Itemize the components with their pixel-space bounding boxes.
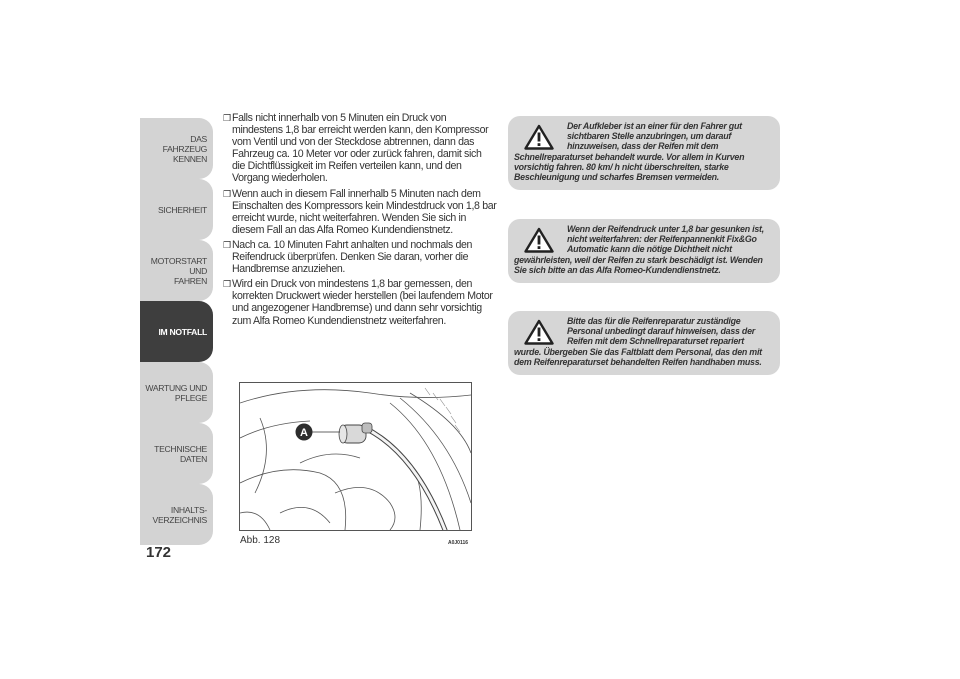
tab-motorstart-und-fahren[interactable] xyxy=(140,240,213,301)
warning-triangle-icon xyxy=(524,227,554,253)
tab-label: IM NOTFALL xyxy=(158,326,207,337)
warning-text: Bitte das für die Reifenreparatur zuständige Personal unbedingt darauf hinweisen, dass der Reifen mit dem Schnellreparaturset repariert wurde. Übergeben Sie das Faltblatt dem Personal, das den mit dem Reifenreparaturset behandelten Reifen handhaben muss. xyxy=(514,316,762,367)
list-item-text: Wenn auch in diesem Fall innerhalb 5 Minuten nach dem Einschalten des Kompressors kein Mindestdruck von 1,8 bar erreicht wurde, nicht weiterfahren. Wenden Sie sich in diesem Fall an das Alfa Romeo Kundendienstnetz. xyxy=(232,187,497,236)
list-item-text: Nach ca. 10 Minuten Fahrt anhalten und nochmals den Reifendruck überprüfen. Denken Sie daran, vorher die Handbremse anzuziehen. xyxy=(232,238,473,276)
tab-sicherheit[interactable] xyxy=(140,179,213,240)
illustration-drawing xyxy=(240,383,471,530)
warning-box xyxy=(508,116,780,190)
checkbox-bullet-icon: ❒ xyxy=(223,188,231,199)
checkbox-bullet-icon: ❒ xyxy=(223,279,231,290)
figure-code: A0J0116 xyxy=(448,540,469,546)
tab-label: SICHERHEIT xyxy=(157,204,207,215)
list-item-text: Falls nicht innerhalb von 5 Minuten ein Druck von mindestens 1,8 bar erreicht werden kann, den Kompressor vom Ventil und von der Steckdose abtrennen, dann das Fahrzeug ca. 10 Meter vor oder zurück fahren, damit sich die Dichtflüssigkeit im Reifen verteilen kann, und den Vorgang wiederholen. xyxy=(232,112,489,185)
tab-wartung-und-pflege[interactable] xyxy=(140,362,213,423)
instruction-list xyxy=(223,112,497,330)
checkbox-bullet-icon: ❒ xyxy=(223,239,231,250)
list-item xyxy=(223,278,497,326)
tab-label: TECHNISCHE DATEN xyxy=(154,443,207,464)
page-number: 172 xyxy=(146,544,172,561)
callout-label: A xyxy=(300,427,308,439)
checkbox-bullet-icon: ❒ xyxy=(223,113,231,123)
warning-box xyxy=(508,219,780,283)
tab-im-notfall[interactable] xyxy=(140,301,213,362)
warning-text: Wenn der Reifendruck unter 1,8 bar gesunken ist, nicht weiterfahren: der Reifenpannenkit Fix&Go Automatic kann die nötige Dichtheit nicht gewährleisten, weil der Reifen zu stark beschädigt ist. Wenden Sie sich bitte an das Alfa Romeo-Kundendienstnetz. xyxy=(514,224,764,275)
tab-label: MOTORSTART UND FAHREN xyxy=(150,255,207,286)
figure-caption: Abb. 128 xyxy=(240,535,281,546)
list-item xyxy=(223,112,497,185)
warning-box xyxy=(508,311,780,375)
tab-label: DAS FAHRZEUG KENNEN xyxy=(162,133,207,164)
warning-triangle-icon xyxy=(524,319,554,345)
list-item-text: Wird ein Druck von mindestens 1,8 bar gemessen, den korrekten Druckwert wieder herstellen (bei laufendem Motor und angezogener Handbremse) und dann sehr vorsichtig zum Alfa Romeo Kundendienstnetz weiterfahren. xyxy=(232,278,493,327)
tab-technische-daten[interactable] xyxy=(140,423,213,484)
list-item xyxy=(223,239,497,275)
tab-label: INHALTS- VERZEICHNIS xyxy=(152,504,207,525)
tab-das-fahrzeug-kennen[interactable] xyxy=(140,118,213,179)
warning-text: Der Aufkleber ist an einer für den Fahrer gut sichtbaren Stelle anzubringen, um darauf hinzuweisen, dass der Reifen mit dem Schnellreparaturset behandelt wurde. Vor allem in Kurven vorsichtig fahren. 80 km/ h nicht überschreiten, starke Beschleunigung und scharfes Bremsen vermeiden. xyxy=(514,121,745,183)
tab-label: WARTUNG UND PFLEGE xyxy=(145,382,207,403)
list-item xyxy=(223,188,497,236)
tire-valve-illustration xyxy=(239,382,472,531)
tab-inhaltsverzeichnis[interactable] xyxy=(140,484,213,545)
warning-triangle-icon xyxy=(524,124,554,150)
